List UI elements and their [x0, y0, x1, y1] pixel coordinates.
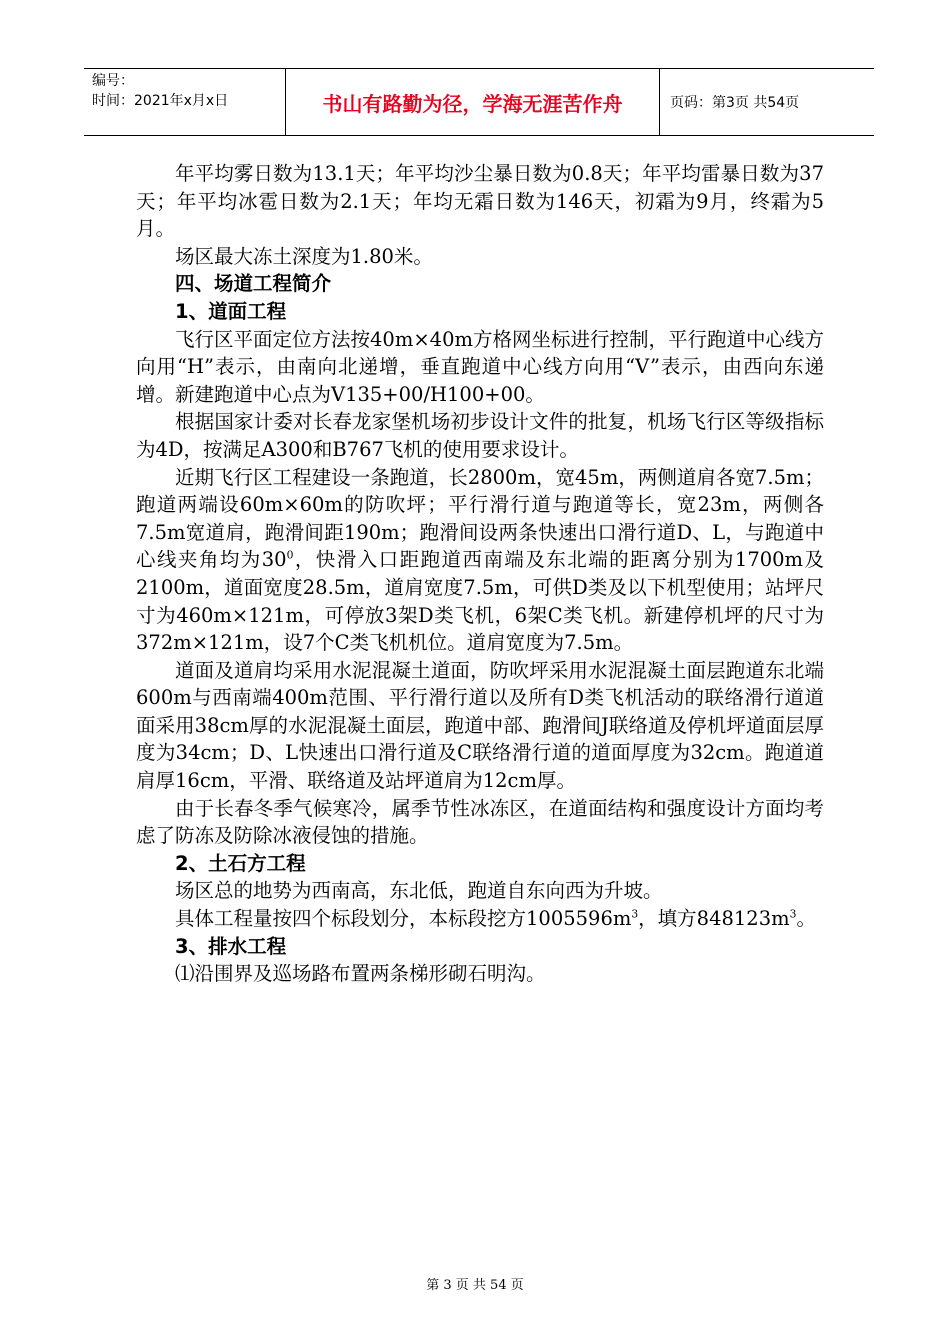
time-label: 时间：2021年x月x日	[92, 93, 229, 109]
document-body	[136, 160, 824, 988]
paragraph-earthwork-volume	[136, 905, 824, 933]
subsection-heading-drainage: 3、排水工程	[175, 934, 287, 958]
subsection-heading-earthwork: 2、土石方工程	[175, 851, 306, 875]
cubic-superscript-2: 3	[789, 907, 797, 921]
cubic-superscript-1: 3	[631, 907, 639, 921]
paragraph-weather: 年平均雾日数为13.1天；年平均沙尘暴日数为0.8天；年平均雷暴日数为37天；年平均冰雹日数为2.1天；年均无霜日数为146天，初霜为9月，终霜为5月。	[136, 162, 824, 241]
degree-superscript: 0	[286, 548, 294, 562]
page-footer: 第 3 页 共 54 页	[426, 1278, 524, 1293]
header-motto: 书山有路勤为径，学海无涯苦作舟	[286, 69, 660, 135]
paragraph-pavement-materials: 道面及道肩均采用水泥混凝土道面，防吹坪采用水泥混凝土面层跑道东北端600m与西南端400m范围、平行滑行道以及所有D类飞机活动的联络滑行道道面采用38cm厚的水泥混凝土面层，跑道中部、跑滑间J联络道及停机坪道面层厚度为34cm；D、L快速出口滑行道及C联络滑行道的道面厚度为32cm。跑道道肩厚16cm，平滑、联络道及站坪道肩为12cm厚。	[136, 658, 824, 793]
volume-part2: ，填方848123m	[638, 907, 790, 931]
page-header	[84, 68, 874, 136]
number-label: 编号：	[92, 73, 134, 89]
paragraph-drainage-ditch: ⑴沿围界及巡场路布置两条梯形砌石明沟。	[175, 962, 546, 986]
paragraph-frost-measures: 由于长春冬季气候寒冷，属季节性冰冻区，在道面结构和强度设计方面均考虑了防冻及防除冰液侵蚀的措施。	[136, 796, 824, 848]
paragraph-terrain: 场区总的地势为西南高，东北低，跑道自东向西为升坡。	[175, 879, 663, 903]
volume-part1: 具体工程量按四个标段划分，本标段挖方1005596m	[175, 907, 632, 931]
header-meta	[84, 69, 286, 135]
section-heading: 四、场道工程简介	[175, 272, 332, 296]
header-page-info: 页码：第3页 共54页	[670, 95, 800, 111]
paragraph-runway-specs	[136, 464, 824, 657]
runway-specs-part2: ，快滑入口距跑道西南端及东北端的距离分别为1700m及2100m，道面宽度28.5m，道肩宽度7.5m，可供D类及以下机型使用；站坪尺寸为460m×121m，可停放3架D类飞机，6架C类飞机。新建停机坪的尺寸为372m×121m，设7个C类飞机机位。道肩宽度为7.5m。	[136, 548, 824, 655]
runway-specs-part1: 近期飞行区工程建设一条跑道，长2800m，宽45m，两侧道肩各宽7.5m；跑道两端设60m×60m的防吹坪；平行滑行道与跑道等长，宽23m，两侧各7.5m宽道肩，跑滑间距190m；跑滑间设两条快速出口滑行道D、L，与跑道中心线夹角均为30	[136, 465, 824, 572]
paragraph-grade: 根据国家计委对长春龙家堡机场初步设计文件的批复，机场飞行区等级指标为4D，按满足A300和B767飞机的使用要求设计。	[136, 410, 824, 461]
subsection-heading-pavement: 1、道面工程	[175, 299, 287, 323]
volume-part3: 。	[796, 907, 816, 931]
paragraph-positioning: 飞行区平面定位方法按40m×40m方格网坐标进行控制，平行跑道中心线方向用“H”表示，由南向北递增，垂直跑道中心线方向用“V”表示，由西向东递增。新建跑道中心点为V135+00/H100+00。	[136, 327, 824, 406]
paragraph-frost-depth: 场区最大冻土深度为1.80米。	[175, 244, 433, 268]
